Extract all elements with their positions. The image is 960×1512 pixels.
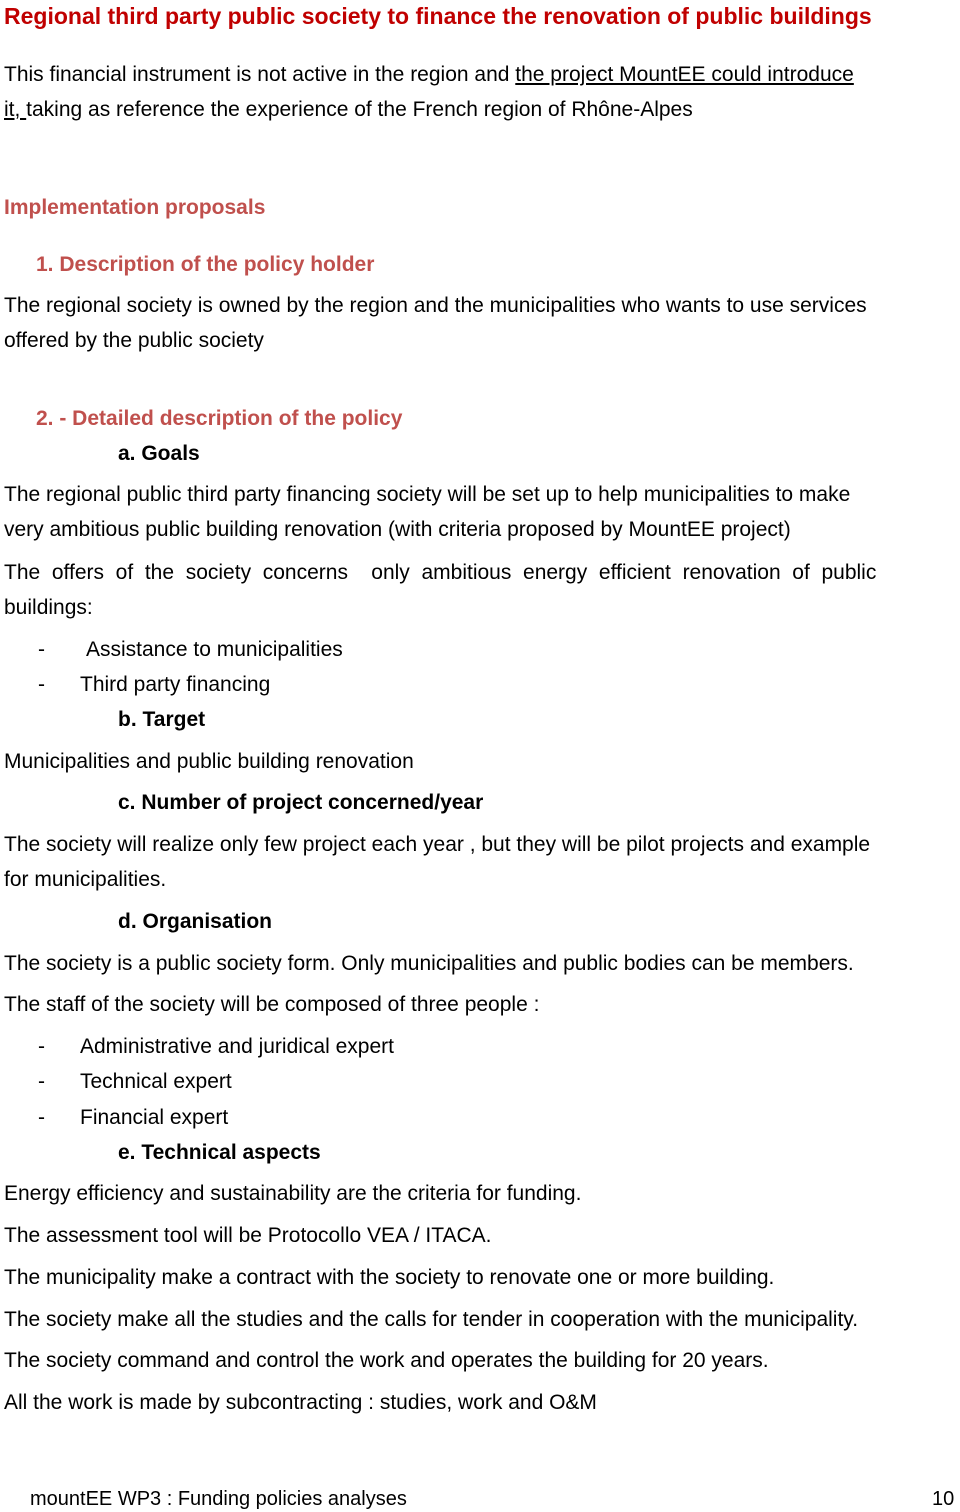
organisation-paragraph: The staff of the society will be composed of three people : [4,993,540,1016]
subsection-c-heading: c. Number of project concerned/year [118,791,484,814]
organisation-paragraph: The society is a public society form. Only municipalities and public bodies can be members. [4,952,854,975]
intro-text: This financial instrument is not active in the region and [4,63,516,86]
goals-paragraph-line: The regional public third party financing society will be set up to help municipalities to make [4,483,851,506]
list-item: Technical expert [80,1070,232,1093]
list-item: Financial expert [80,1106,229,1129]
projects-paragraph-line: The society will realize only few project each year , but they will be pilot projects and example [4,833,871,856]
page-title: Regional third party public society to finance the renovation of public buildings [4,3,872,29]
bullet-dash: - [38,1035,45,1058]
bullet-dash: - [38,673,45,696]
list-item: Administrative and juridical expert [80,1035,394,1058]
goals-paragraph-line: buildings: [4,596,93,619]
intro-text: taking as reference the experience of the French region of Rhône-Alpes [26,98,693,121]
subsection-b-heading: b. Target [118,708,206,731]
intro-underlined-text: the project MountEE could introduce [515,63,854,86]
page-number: 10 [932,1488,955,1510]
goals-paragraph-line: The offers of the society concerns only ambitious energy efficient renovation of public [4,561,877,584]
subsection-e-heading: e. Technical aspects [118,1141,321,1164]
bullet-dash: - [38,638,45,661]
section-1-paragraph-line: The regional society is owned by the region and the municipalities who wants to use services [4,294,867,317]
section-2-heading: 2. - Detailed description of the policy [36,407,403,430]
technical-paragraph: The assessment tool will be Protocollo VEA / ITACA. [4,1224,492,1247]
list-item: Third party financing [80,673,271,696]
technical-paragraph: The society command and control the work and operates the building for 20 years. [4,1349,769,1372]
implementation-heading: Implementation proposals [4,196,266,219]
bullet-dash: - [38,1106,45,1129]
target-paragraph: Municipalities and public building renovation [4,750,414,773]
technical-paragraph: The society make all the studies and the calls for tender in cooperation with the municipality. [4,1308,859,1331]
section-1-heading: 1. Description of the policy holder [36,253,375,276]
goals-paragraph-line: very ambitious public building renovation (with criteria proposed by MountEE project) [4,518,791,541]
technical-paragraph: Energy efficiency and sustainability are the criteria for funding. [4,1182,582,1205]
subsection-d-heading: d. Organisation [118,910,273,933]
list-item: Assistance to municipalities [86,638,343,661]
intro-line-1 [4,62,854,88]
footer-text: mountEE WP3 : Funding policies analyses [30,1488,407,1510]
intro-line-2 [4,97,693,123]
bullet-dash: - [38,1070,45,1093]
section-1-paragraph-line: offered by the public society [4,329,264,352]
intro-underlined-text: it, [4,98,27,121]
projects-paragraph-line: for municipalities. [4,868,167,891]
technical-paragraph: The municipality make a contract with the society to renovate one or more building. [4,1266,775,1289]
technical-paragraph: All the work is made by subcontracting : studies, work and O&M [4,1391,597,1414]
subsection-a-heading: a. Goals [118,442,200,465]
